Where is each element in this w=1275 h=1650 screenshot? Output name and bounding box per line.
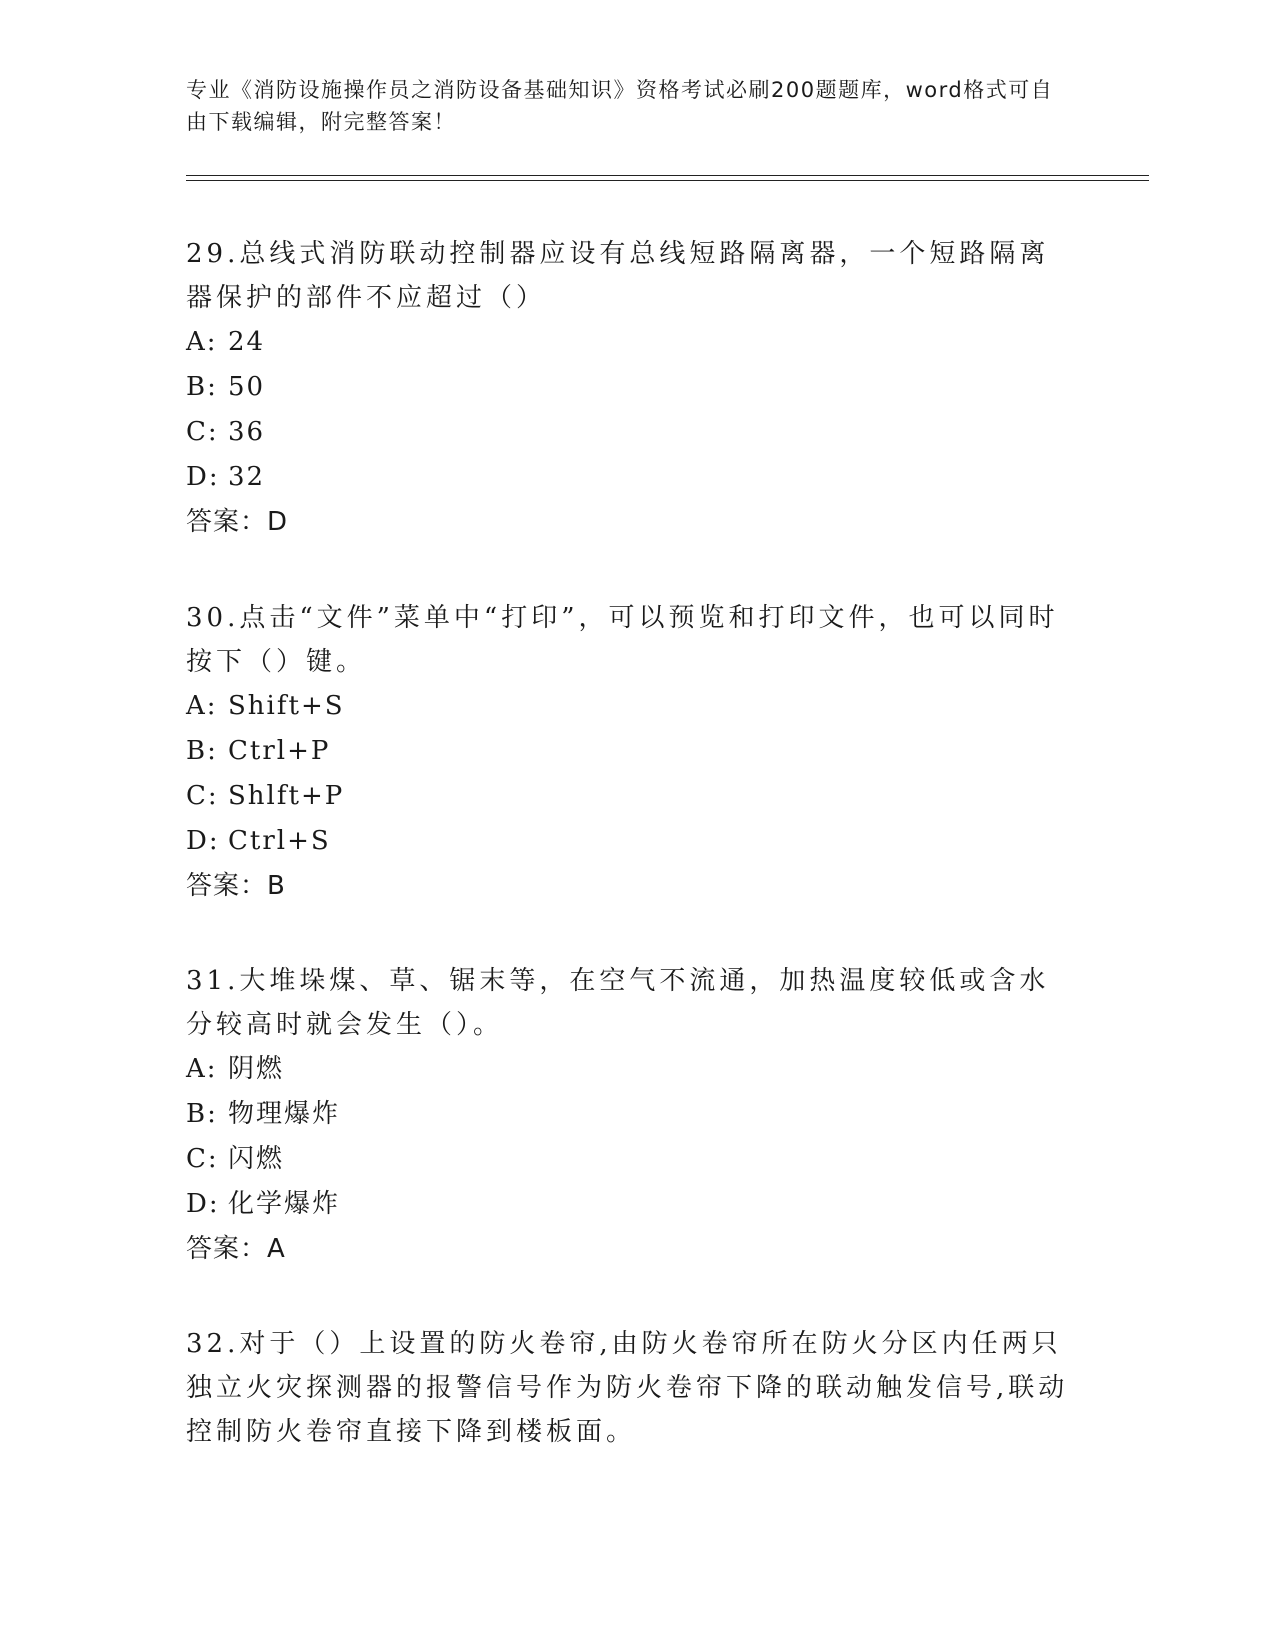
option-text: 闪燃 [228, 1144, 285, 1174]
option-b [186, 729, 1076, 774]
question-stem: 31.大堆垛煤、草、锯末等，在空气不流通，加热温度较低或含水分较高时就会发生（）。 [186, 966, 1050, 1040]
option-letter: A: [186, 1054, 218, 1084]
option-letter: C: [186, 781, 219, 811]
question-stem: 29.总线式消防联动控制器应设有总线短路隔离器，一个短路隔离器保护的部件不应超过（） [186, 239, 1050, 313]
option-c [186, 1137, 1076, 1182]
option-letter: B: [186, 1099, 218, 1129]
question-31 [186, 959, 1076, 1272]
header-divider-top [186, 175, 1149, 176]
answer-line: 答案：D [186, 507, 289, 537]
question-29 [186, 232, 1076, 545]
option-letter: A: [186, 691, 218, 721]
option-c [186, 410, 1076, 455]
question-32 [186, 1322, 1076, 1454]
option-letter: B: [186, 372, 218, 402]
option-text: Ctrl+P [228, 736, 331, 766]
answer-line: 答案：A [186, 1234, 286, 1264]
option-text: 阴燃 [228, 1054, 285, 1084]
option-a [186, 320, 1076, 365]
option-letter: D: [186, 462, 220, 492]
option-letter: B: [186, 736, 218, 766]
option-letter: C: [186, 417, 219, 447]
option-letter: A: [186, 327, 218, 357]
option-letter: C: [186, 1144, 219, 1174]
option-letter: D: [186, 1189, 220, 1219]
option-text: 32 [228, 462, 266, 492]
option-a [186, 1047, 1076, 1092]
option-d [186, 1182, 1076, 1227]
header-divider-bottom [186, 180, 1149, 181]
option-text: 化学爆炸 [228, 1189, 341, 1219]
option-d [186, 819, 1076, 864]
option-b [186, 1092, 1076, 1137]
question-stem: 30.点击“文件”菜单中“打印”，可以预览和打印文件，也可以同时按下（）键。 [186, 603, 1059, 677]
option-text: 物理爆炸 [228, 1099, 341, 1129]
option-text: Ctrl+S [228, 826, 331, 856]
document-header: 专业《消防设施操作员之消防设备基础知识》资格考试必刷200题题库，word格式可自由下载编辑，附完整答案！ [186, 78, 1054, 134]
answer-line: 答案：B [186, 871, 286, 901]
option-b [186, 365, 1076, 410]
option-c [186, 774, 1076, 819]
question-30 [186, 596, 1076, 909]
option-text: Shlft+P [228, 781, 345, 811]
option-text: Shift+S [228, 691, 345, 721]
option-d [186, 455, 1076, 500]
option-text: 50 [228, 372, 266, 402]
option-a [186, 684, 1076, 729]
option-text: 24 [228, 327, 266, 357]
option-text: 36 [228, 417, 266, 447]
option-letter: D: [186, 826, 220, 856]
question-stem: 32.对于（）上设置的防火卷帘,由防火卷帘所在防火分区内任两只独立火灾探测器的报警信号作为防火卷帘下降的联动触发信号,联动控制防火卷帘直接下降到楼板面。 [186, 1329, 1069, 1447]
